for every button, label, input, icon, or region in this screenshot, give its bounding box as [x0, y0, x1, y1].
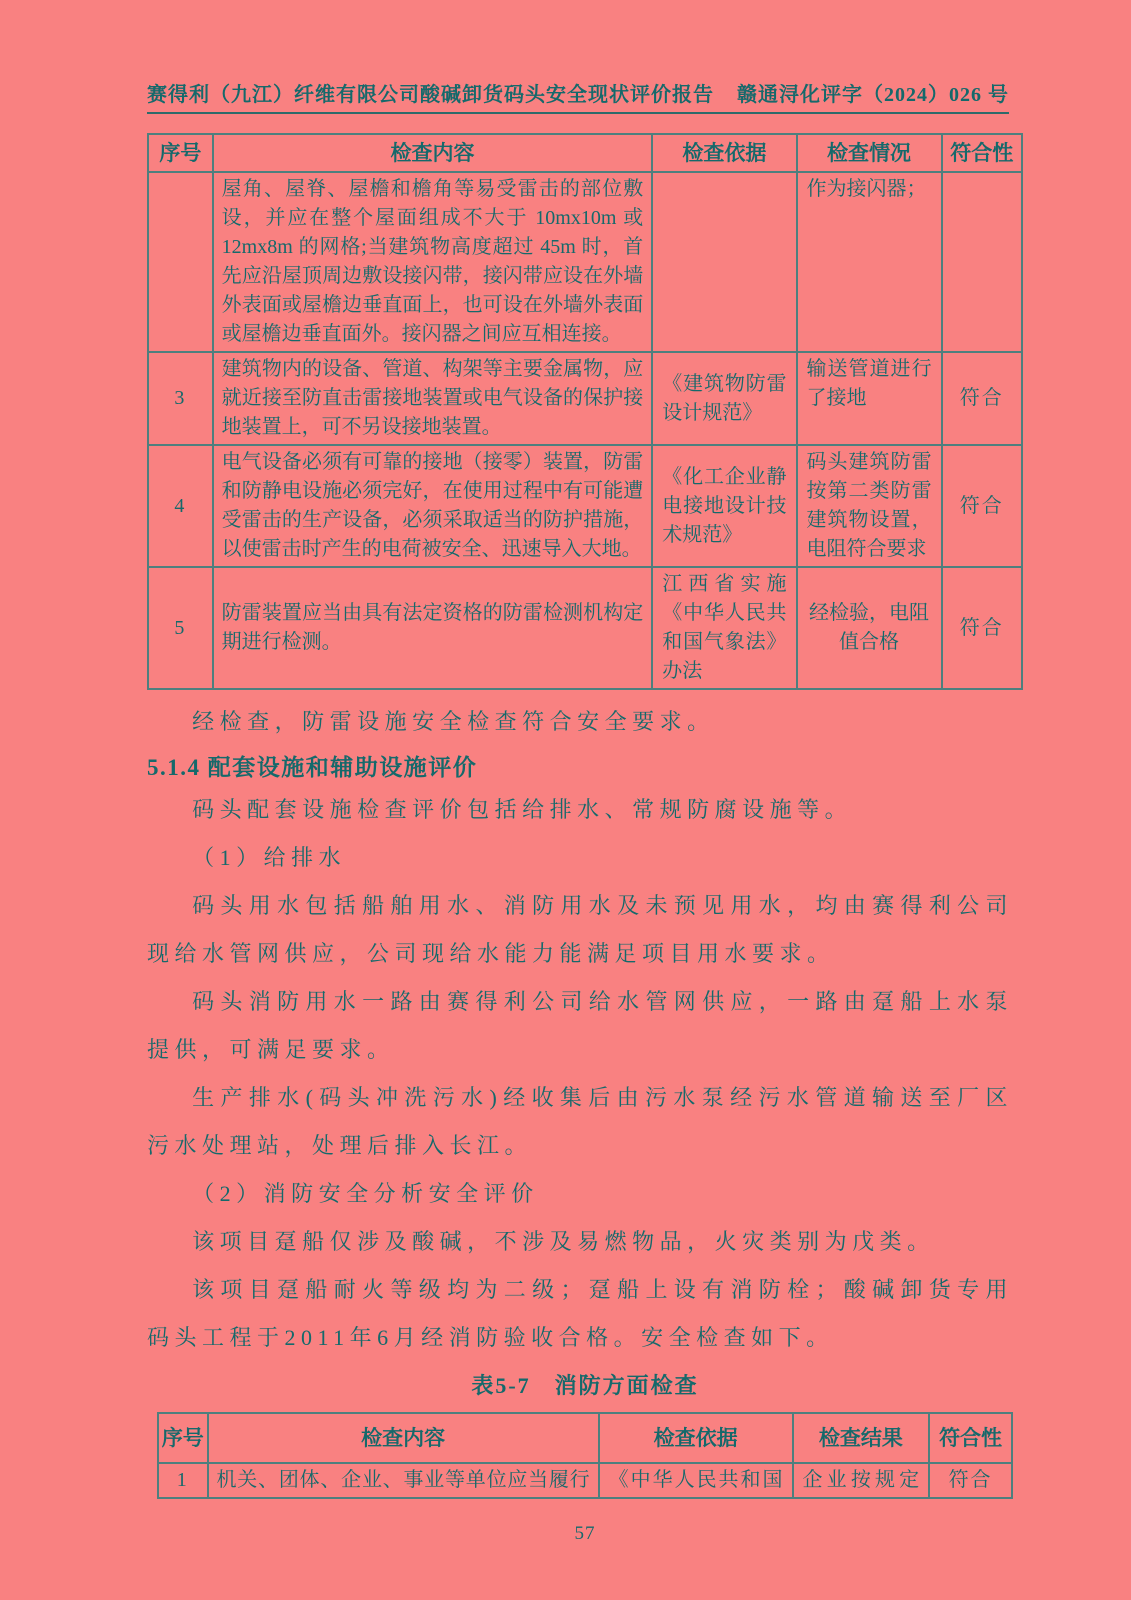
cell-content: 机关、团体、企业、事业等单位应当履行: [208, 1463, 599, 1498]
cell-content: 防雷装置应当由具有法定资格的防雷检测机构定期进行检测。: [213, 567, 653, 689]
cell-conformity: 符合: [942, 445, 1022, 567]
report-page: [147, 0, 1023, 1547]
cell-basis: 《中华人民共和国: [599, 1463, 793, 1498]
paragraph: 码头配套设施检查评价包括给排水、常规防腐设施等。: [192, 797, 853, 822]
paragraph: 码头用水包括船舶用水、消防用水及未预见用水，均由赛得利公司现给水管网供应，公司现给水能力能满足项目用水要求。: [147, 893, 1013, 966]
page-header-doc-number: 赣通浔化评字（2024）026 号: [737, 84, 1009, 106]
cell-seq: 5: [148, 567, 213, 689]
cell-basis: 江西省实施《中华人民共和国气象法》办法: [652, 567, 796, 689]
table-row: [158, 1463, 1012, 1498]
paragraph: （2）消防安全分析安全评价: [192, 1181, 539, 1206]
cell-situation: 输送管道进行了接地: [797, 352, 942, 445]
cell-conformity: 符合: [942, 567, 1022, 689]
cell-conformity: [942, 172, 1022, 352]
table-header-row: [148, 134, 1022, 172]
col-header-basis: 检查依据: [599, 1413, 793, 1463]
paragraph: 该项目趸船耐火等级均为二级；趸船上设有消防栓；酸碱卸货专用码头工程于2011年6月经消防验收合格。安全检查如下。: [147, 1277, 1013, 1350]
cell-basis: 《化工企业静电接地设计技术规范》: [652, 445, 796, 567]
cell-seq: [148, 172, 213, 352]
paragraph: 码头消防用水一路由赛得利公司给水管网供应，一路由趸船上水泵提供，可满足要求。: [147, 989, 1013, 1062]
cell-content: 屋角、屋脊、屋檐和檐角等易受雷击的部位敷设，并应在整个屋面组成不大于 10mx10m 或 12mx8m 的网格;当建筑物高度超过 45m 时，首先应沿屋顶周边敷设接闪带，接闪带应设在外墙外表面或屋檐边垂直面上，也可设在外墙外表面或屋檐边垂直面外。接闪器之间应互相连接。: [213, 172, 653, 352]
table-caption: 表5-7 消防方面检查: [471, 1373, 699, 1398]
cell-basis: 《建筑物防雷设计规范》: [652, 352, 796, 445]
cell-content: 电气设备必须有可靠的接地（接零）装置，防雷和防静电设施必须完好，在使用过程中有可能遭受雷击的生产设备，必须采取适当的防护措施，以使雷击时产生的电荷被安全、迅速导入大地。: [213, 445, 653, 567]
conclusion-note: 经检查，防雷设施安全检查符合安全要求。: [192, 709, 715, 734]
cell-seq: 3: [148, 352, 213, 445]
table-row: [148, 445, 1022, 567]
table-row: [148, 352, 1022, 445]
cell-result: 企业按规定: [793, 1463, 930, 1498]
lightning-protection-check-table: [147, 133, 1023, 690]
paragraph: 生产排水(码头冲洗污水)经收集后由污水泵经污水管道输送至厂区污水处理站，处理后排入长江。: [147, 1085, 1013, 1158]
cell-situation: 作为接闪器；: [797, 172, 942, 352]
cell-seq: 1: [158, 1463, 208, 1498]
paragraph: 该项目趸船仅涉及酸碱，不涉及易燃物品，火灾类别为戊类。: [192, 1229, 935, 1254]
paragraph: （1）给排水: [192, 845, 347, 870]
col-header-content: 检查内容: [213, 134, 653, 172]
cell-situation: 码头建筑防雷按第二类防雷建筑物设置，电阻符合要求: [797, 445, 942, 567]
fire-safety-check-table: [157, 1412, 1013, 1499]
col-header-situation: 检查情况: [797, 134, 942, 172]
col-header-conformity: 符合性: [929, 1413, 1012, 1463]
section-heading: 5.1.4 配套设施和辅助设施评价: [147, 755, 478, 780]
cell-conformity: 符合: [942, 352, 1022, 445]
table-row: [148, 172, 1022, 352]
page-header: [147, 0, 1009, 114]
table-header-row: [158, 1413, 1012, 1463]
col-header-basis: 检查依据: [652, 134, 796, 172]
cell-seq: 4: [148, 445, 213, 567]
cell-conformity: 符合: [929, 1463, 1012, 1498]
table-row: [148, 567, 1022, 689]
cell-basis: [652, 172, 796, 352]
cell-content: 建筑物内的设备、管道、构架等主要金属物，应就近接至防直击雷接地装置或电气设备的保护接地装置上，可不另设接地装置。: [213, 352, 653, 445]
page-number: 57: [574, 1523, 596, 1544]
col-header-result: 检查结果: [793, 1413, 930, 1463]
col-header-conformity: 符合性: [942, 134, 1022, 172]
page-header-title: 赛得利（九江）纤维有限公司酸碱卸货码头安全现状评价报告: [147, 84, 714, 106]
col-header-seq: 序号: [158, 1413, 208, 1463]
col-header-seq: 序号: [148, 134, 213, 172]
col-header-content: 检查内容: [208, 1413, 599, 1463]
cell-situation: 经检验，电阻值合格: [797, 567, 942, 689]
